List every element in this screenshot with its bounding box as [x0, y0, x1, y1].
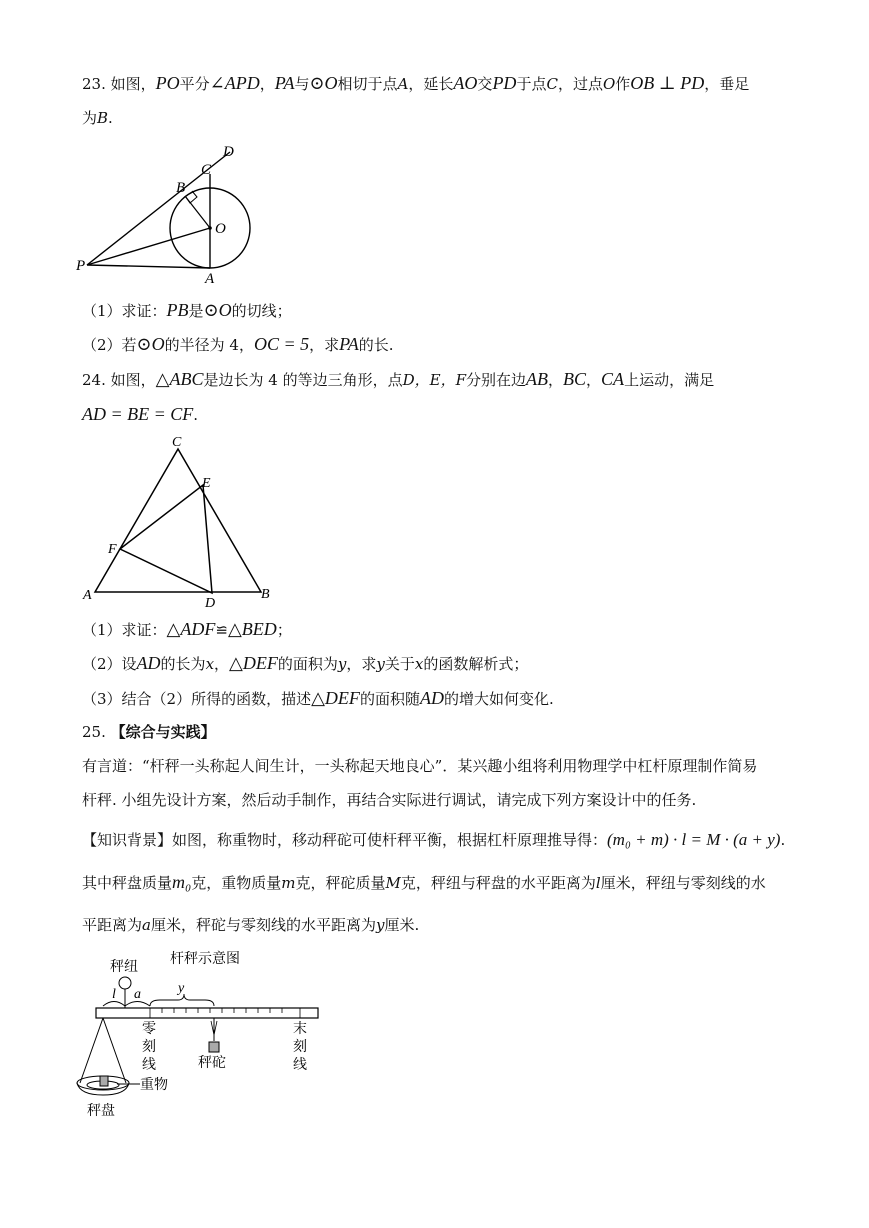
q24-part1: （1）求证：△ADF≌△BED； [82, 619, 292, 639]
label-p: P [76, 258, 86, 274]
triangle-abc [95, 449, 261, 592]
pan-cord-right [103, 1018, 126, 1083]
triangle-def [120, 485, 212, 593]
figure-title: 杆秤示意图 [170, 952, 240, 967]
q25-figure-steelyard [70, 945, 330, 1120]
q24-figure [80, 432, 280, 612]
label-c: C [201, 162, 212, 178]
q24-stem-line2: AD = BE = CF. [82, 404, 199, 424]
label-d: D [205, 596, 216, 611]
label-f: F [108, 542, 117, 557]
label-knob: 秤纽 [110, 960, 138, 975]
line-pa [87, 265, 210, 268]
q25-para2-line2: 平距离为a厘米，秤砣与零刻线的水平距离为y厘米. [82, 916, 420, 934]
label-o: O [215, 221, 226, 237]
q23-stem-line1: 23. 如图，PO平分∠APD，PA与⊙O相切于点A，延长AO交PD于点C，过点O作OB ⊥ PD，垂足 [82, 73, 750, 93]
label-object: 重物 [140, 1078, 168, 1093]
q24-part3: （3）结合（2）所得的函数，描述△DEF的面积随AD的增大如何变化. [82, 688, 554, 708]
label-zero-2: 刻 [142, 1040, 156, 1055]
knob-ring [119, 977, 131, 989]
line-po [87, 228, 210, 265]
label-a: A [205, 271, 215, 285]
label-d: D [223, 144, 234, 160]
q25-para1-line2: 杆秤. 小组先设计方案，然后动手制作，再结合实际进行调试，请完成下列方案设计中的任务. [82, 791, 697, 809]
weight-block [209, 1042, 219, 1052]
brace-a [125, 1002, 150, 1007]
center-dot [208, 226, 212, 230]
q24-stem-line1: 24. 如图，△ABC是边长为 4 的等边三角形，点D，E，F分别在边AB，BC，CA上运动，满足 [82, 369, 715, 389]
q23-stem-line2: 为B. [82, 109, 113, 127]
label-end-3: 线 [293, 1058, 307, 1073]
steelyard-beam [96, 1008, 318, 1018]
label-a: A [83, 588, 92, 603]
q25-heading: 25. 【综合与实践】 [82, 723, 216, 741]
label-zero-3: 线 [142, 1058, 156, 1073]
label-a: a [134, 987, 141, 1002]
q23-part2: （2）若⊙O的半径为 4，OC = 5，求PA的长. [82, 334, 394, 354]
q25-para1-line1: 有言道：“杆秤一头称起人间生计，一头称起天地良心”．某兴趣小组将利用物理学中杠杆原理制作简易 [82, 757, 758, 775]
q25-para2-line1: 其中秤盘质量m₀克，重物质量m克，秤砣质量M克，秤纽与秤盘的水平距离为l厘米，秤纽与零刻线的水 [82, 872, 766, 892]
brace-l [103, 1002, 125, 1007]
label-weight: 秤砣 [198, 1056, 226, 1071]
label-zero-1: 零 [142, 1022, 156, 1037]
q25-background: 【知识背景】如图，称重物时，移动秤砣可使杆秤平衡，根据杠杆原理推导得：(m₀ + m) · l = M · (a + y). [82, 830, 786, 849]
label-pan: 秤盘 [87, 1104, 115, 1119]
pan-cord-left [80, 1018, 103, 1083]
label-e: E [202, 476, 211, 491]
beam-ticks [150, 1008, 300, 1018]
label-l: l [112, 987, 116, 1002]
q23-part1: （1）求证：PB是⊙O的切线； [82, 300, 292, 320]
label-c: C [172, 435, 182, 450]
q24-part2: （2）设AD的长为x，△DEF的面积为y，求y关于x的函数解析式； [82, 653, 529, 673]
object-block [100, 1076, 108, 1086]
label-end-1: 末 [293, 1022, 307, 1037]
label-end-2: 刻 [293, 1040, 307, 1055]
q23-figure [70, 140, 270, 285]
label-y: y [178, 981, 185, 996]
label-b: B [176, 180, 186, 196]
label-b: B [261, 587, 270, 602]
